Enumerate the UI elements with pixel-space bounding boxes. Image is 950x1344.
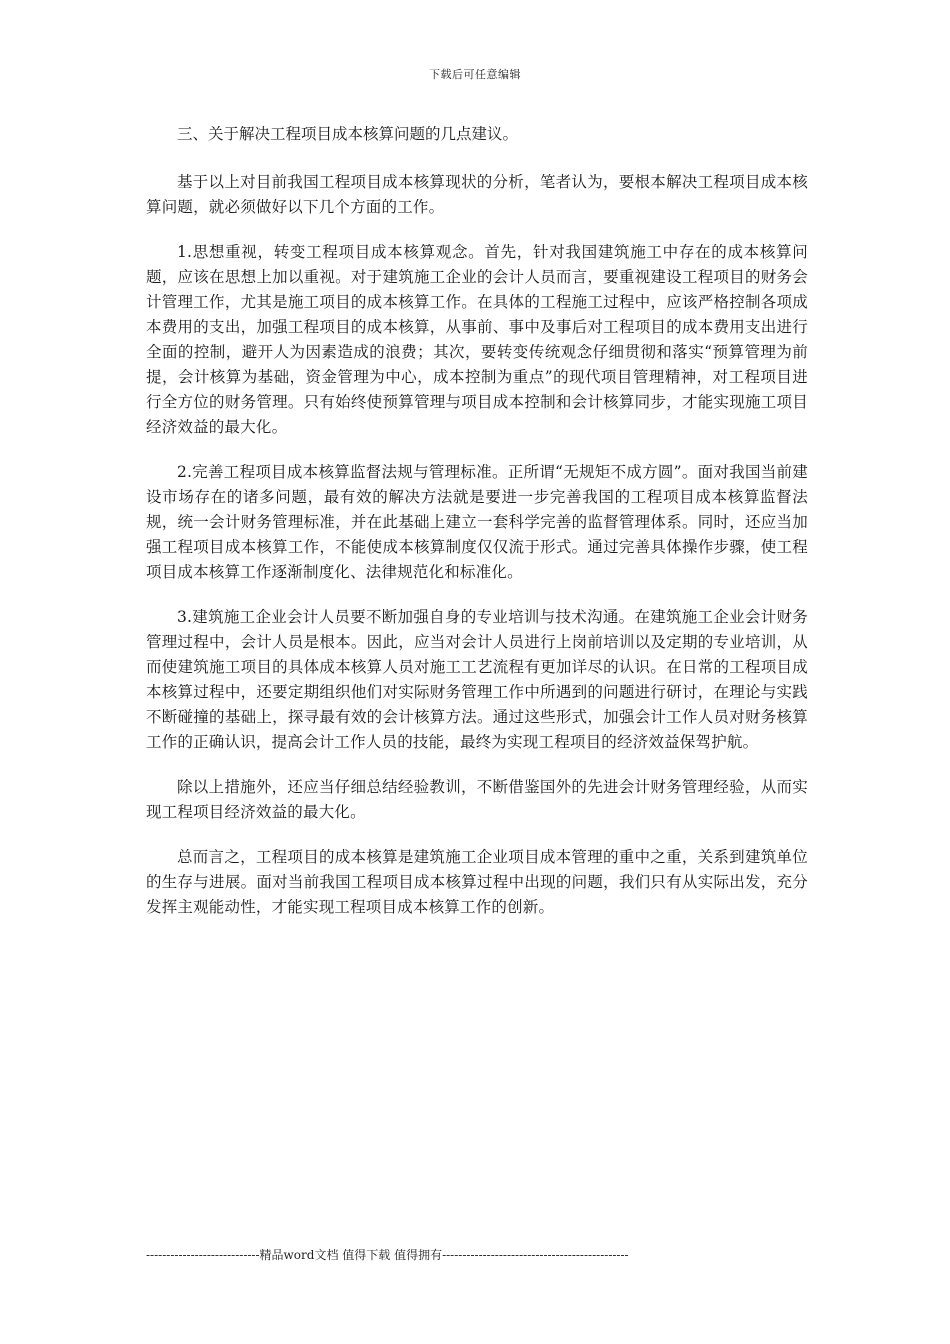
header-note: 下载后可任意编辑 [429,68,521,81]
document-body [146,121,808,940]
paragraph-conclusion: 总而言之，工程项目的成本核算是建筑施工企业项目成本管理的重中之重，关系到建筑单位的生存与进展。面对当前我国工程项目成本核算过程中出现的问题，我们只有从实际出发，充分发挥主观能动性，才能实现工程项目成本核算工作的创新。 [146,848,808,916]
paragraph-point-2: 2.完善工程项目成本核算监督法规与管理标准。正所谓“无规矩不成方圆”。面对我国当前建设市场存在的诸多问题，最有效的解决方法就是要进一步完善我国的工程项目成本核算监督法规，统一会计财务管理标准，并在此基础上建立一套科学完善的监督管理体系。同时，还应当加强工程项目成本核算工作，不能使成本核算制度仅仅流于形式。通过完善具体操作步骤，使工程项目成本核算工作逐渐制度化、法律规范化和标准化。 [146,463,808,581]
footer-banner: ----------------------------精品word文档 值得下载 值得拥有---------------------------------------------- [146,1248,629,1262]
paragraph-point-1: 1.思想重视，转变工程项目成本核算观念。首先，针对我国建筑施工中存在的成本核算问题，应该在思想上加以重视。对于建筑施工企业的会计人员而言，要重视建设工程项目的财务会计管理工作，尤其是施工项目的成本核算工作。在具体的工程施工过程中，应该严格控制各项成本费用的支出，加强工程项目的成本核算，从事前、事中及事后对工程项目的成本费用支出进行全面的控制，避开人为因素造成的浪费；其次，要转变传统观念仔细贯彻和落实“预算管理为前提，会计核算为基础，资金管理为中心，成本控制为重点”的现代项目管理精神，对工程项目进行全方位的财务管理。只有始终使预算管理与项目成本控制和会计核算同步，才能实现施工项目经济效益的最大化。 [146,243,808,436]
paragraph-point-3: 3.建筑施工企业会计人员要不断加强自身的专业培训与技术沟通。在建筑施工企业会计财务管理过程中，会计人员是根本。因此，应当对会计人员进行上岗前培训以及定期的专业培训，从而使建筑施工项目的具体成本核算人员对施工工艺流程有更加详尽的认识。在日常的工程项目成本核算过程中，还要定期组织他们对实际财务管理工作中所遇到的问题进行研讨，在理论与实践不断碰撞的基础上，探寻最有效的会计核算方法。通过这些形式，加强会计工作人员对财务核算工作的正确认识，提高会计工作人员的技能，最终为实现工程项目的经济效益保驾护航。 [146,608,808,751]
paragraph-intro: 基于以上对目前我国工程项目成本核算现状的分析，笔者认为，要根本解决工程项目成本核算问题，就必须做好以下几个方面的工作。 [146,173,808,216]
paragraph-additional: 除以上措施外，还应当仔细总结经验教训，不断借鉴国外的先进会计财务管理经验，从而实现工程项目经济效益的最大化。 [146,778,808,821]
section-heading: 三、关于解决工程项目成本核算问题的几点建议。 [177,125,519,143]
